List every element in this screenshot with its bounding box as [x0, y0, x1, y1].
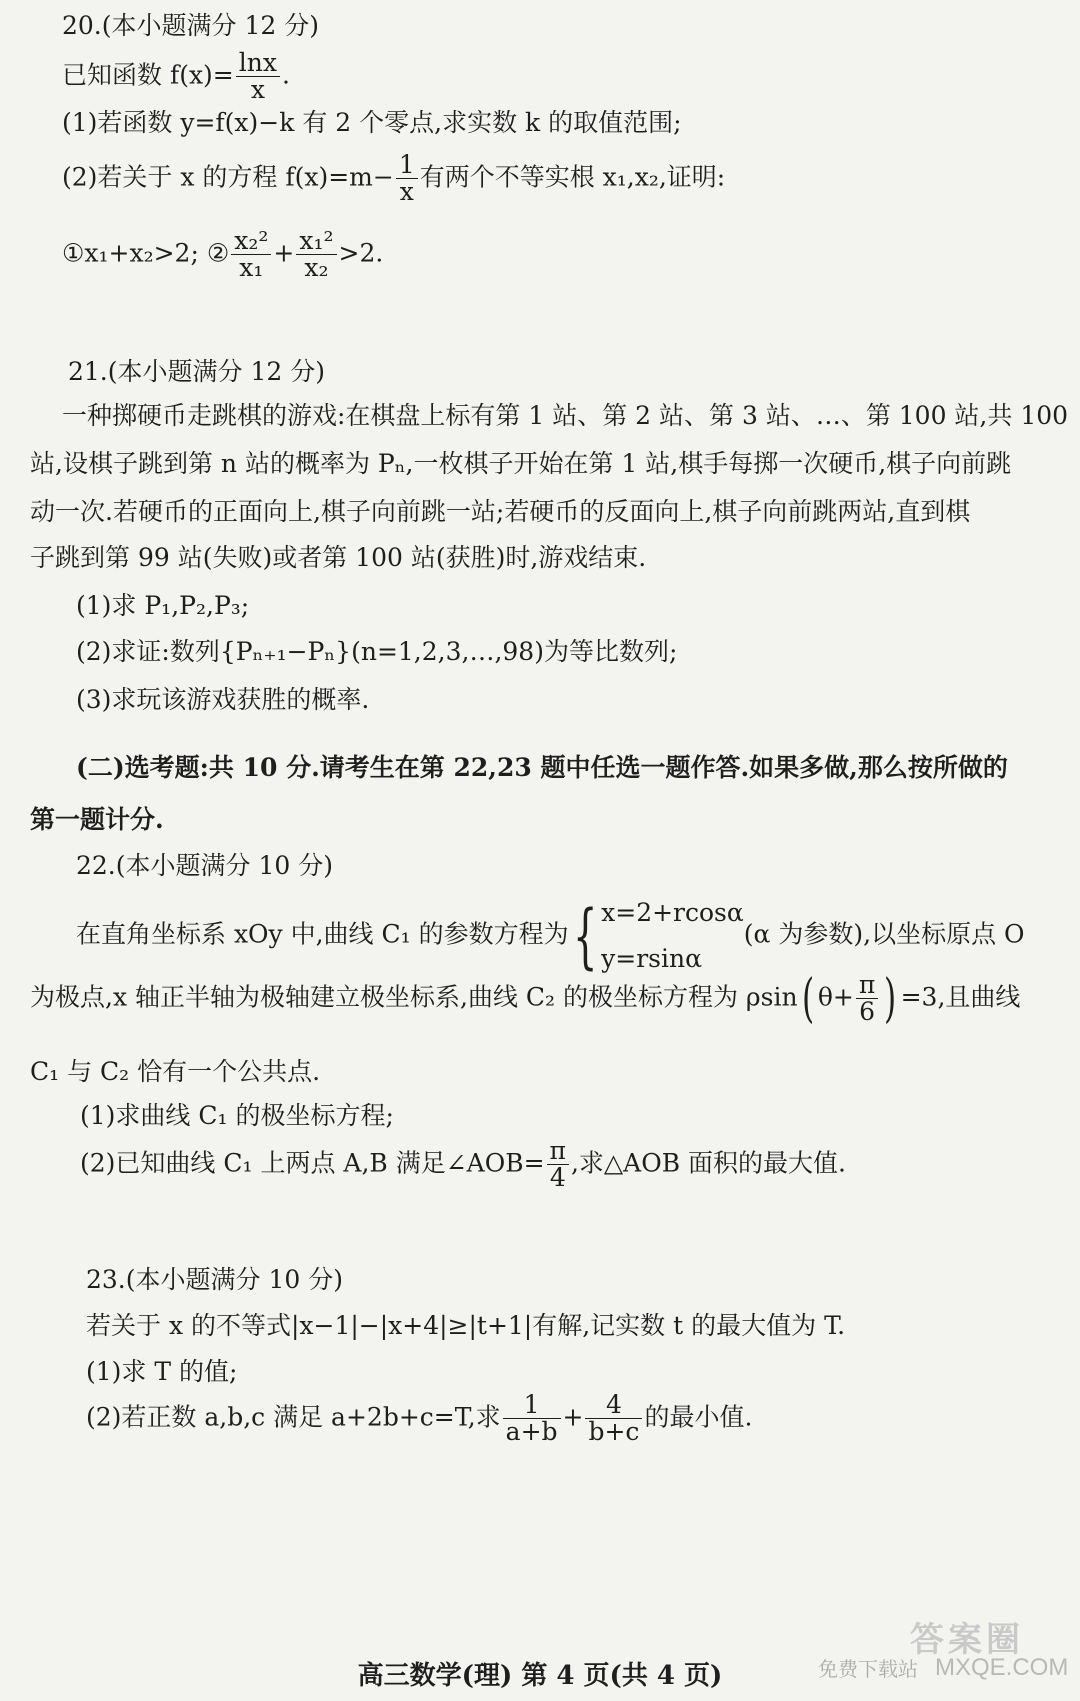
- q20-claim2-num2: x₁²: [296, 228, 336, 255]
- right-paren-icon: ): [884, 968, 897, 1029]
- q22-part1: (1)求曲线 C₁ 的极坐标方程;: [80, 1101, 394, 1130]
- q20-header: 20.(本小题满分 12 分): [62, 11, 319, 40]
- q20-claims: [62, 228, 383, 282]
- q20-part2-text: (2)若关于 x 的方程 f(x)=m−: [62, 162, 394, 192]
- q22-line1-text: 在直角坐标系 xOy 中,曲线 C₁ 的参数方程为: [76, 919, 569, 949]
- q23-part2-end: 的最小值.: [644, 1402, 753, 1432]
- section2-line1: (二)选考题:共 10 分.请考生在第 22,23 题中任选一题作答.如果多做,那么按所做的: [76, 753, 1008, 782]
- q20-claim2-fraction1: [231, 228, 271, 282]
- q22-line2-text: 为极点,x 轴正半轴为极轴建立极坐标系,曲线 C₂ 的极坐标方程为 ρsin: [30, 982, 798, 1012]
- q20-stem-text: 已知函数 f(x)=: [62, 60, 234, 90]
- q23-fraction2-den: b+c: [588, 1417, 640, 1447]
- q23-line1: 若关于 x 的不等式|x−1|−|x+4|≥|t+1|有解,记实数 t 的最大值为 T.: [86, 1311, 846, 1340]
- q22-header: 22.(本小题满分 10 分): [76, 851, 333, 880]
- q22-line3: C₁ 与 C₂ 恰有一个公共点.: [30, 1057, 321, 1086]
- q20-part2-den: x: [399, 177, 414, 207]
- q21-part1: (1)求 P₁,P₂,P₃;: [76, 591, 250, 620]
- q21-part2: (2)求证:数列{Pₙ₊₁−Pₙ}(n=1,2,3,…,98)为等比数列;: [76, 637, 678, 666]
- left-brace-icon: {: [572, 895, 598, 977]
- q20-claim2-fraction2: [296, 228, 336, 282]
- q22-line2-fraction: [856, 972, 878, 1026]
- q22-line2-end: =3,且曲线: [900, 982, 1021, 1012]
- q20-fraction-num: lnx: [236, 50, 280, 77]
- q23-header: 23.(本小题满分 10 分): [86, 1265, 343, 1294]
- q23-part2: [86, 1392, 752, 1446]
- q20-stem: [62, 50, 290, 104]
- q22-param-y: y=rsinα: [601, 944, 702, 973]
- section2-line2: 第一题计分.: [30, 805, 164, 834]
- watermark-logo: 答案圈: [910, 1620, 1024, 1660]
- q21-line3: 动一次.若硬币的正面向上,棋子向前跳一站;若硬币的反面向上,棋子向前跳两站,直到棋: [30, 497, 971, 526]
- q23-fraction1-den: a+b: [505, 1417, 558, 1447]
- q21-line1: 一种掷硬币走跳棋的游戏:在棋盘上标有第 1 站、第 2 站、第 3 站、…、第 100 站,共 100: [62, 401, 1069, 430]
- q22-part2-text: (2)已知曲线 C₁ 上两点 A,B 满足∠AOB=: [80, 1148, 545, 1178]
- left-paren-icon: (: [801, 968, 814, 1029]
- q20-claim2-num1: x₂²: [231, 228, 271, 255]
- q20-claims-end: >2.: [338, 238, 384, 268]
- q21-line2: 站,设棋子跳到第 n 站的概率为 Pₙ,一枚棋子开始在第 1 站,棋手每掷一次硬币,棋子向前跳: [30, 449, 1012, 478]
- q20-part1: (1)若函数 y=f(x)−k 有 2 个零点,求实数 k 的取值范围;: [62, 108, 682, 137]
- q20-stem-end: .: [281, 60, 290, 90]
- q23-fraction1: [503, 1392, 561, 1446]
- q20-claim2-den1: x₁: [239, 253, 264, 283]
- q20-claim2-den2: x₂: [304, 253, 329, 283]
- q22-part2-end: ,求△AOB 面积的最大值.: [570, 1148, 846, 1178]
- q20-fraction: [236, 50, 280, 104]
- q20-part2-end: 有两个不等实根 x₁,x₂,证明:: [419, 162, 726, 192]
- q23-fraction1-num: 1: [503, 1392, 561, 1419]
- q20-part2-fraction: [396, 152, 418, 206]
- q20-part2-num: 1: [396, 152, 418, 179]
- q20-claim2-plus: +: [273, 238, 295, 268]
- q23-fraction2: [585, 1392, 642, 1446]
- q23-part2-text: (2)若正数 a,b,c 满足 a+2b+c=T,求: [86, 1402, 501, 1432]
- watermark-url: MXQE.COM: [935, 1654, 1069, 1681]
- q22-line2: [30, 968, 1021, 1029]
- q21-header: 21.(本小题满分 12 分): [68, 357, 325, 386]
- q22-part2-fraction: [547, 1138, 569, 1192]
- q22-line2-inner: θ+: [817, 982, 854, 1012]
- q22-param-x: x=2+rcosα: [601, 898, 744, 927]
- q22-line2-num: π: [856, 972, 878, 999]
- q23-fraction2-num: 4: [585, 1392, 642, 1419]
- q22-line2-den: 6: [859, 997, 876, 1027]
- q22-line1-end: (α 为参数),以坐标原点 O: [743, 919, 1025, 949]
- q21-line4: 子跳到第 99 站(失败)或者第 100 站(获胜)时,游戏结束.: [30, 543, 647, 572]
- q22-part2: [80, 1138, 846, 1192]
- q22-part2-num: π: [547, 1138, 569, 1165]
- q23-part1: (1)求 T 的值;: [86, 1357, 238, 1386]
- q22-line1: [76, 890, 1025, 982]
- q20-fraction-den: x: [250, 75, 265, 105]
- q21-part3: (3)求玩该游戏获胜的概率.: [76, 685, 370, 714]
- q20-claims-text: ①x₁+x₂>2; ②: [62, 238, 230, 268]
- watermark-caption: 免费下载站: [818, 1659, 918, 1681]
- q23-plus: +: [562, 1402, 584, 1432]
- q22-part2-den: 4: [549, 1163, 566, 1193]
- page-footer: 高三数学(理) 第 4 页(共 4 页): [357, 1661, 723, 1691]
- q22-param-system: [601, 890, 744, 982]
- q20-part2: [62, 152, 725, 206]
